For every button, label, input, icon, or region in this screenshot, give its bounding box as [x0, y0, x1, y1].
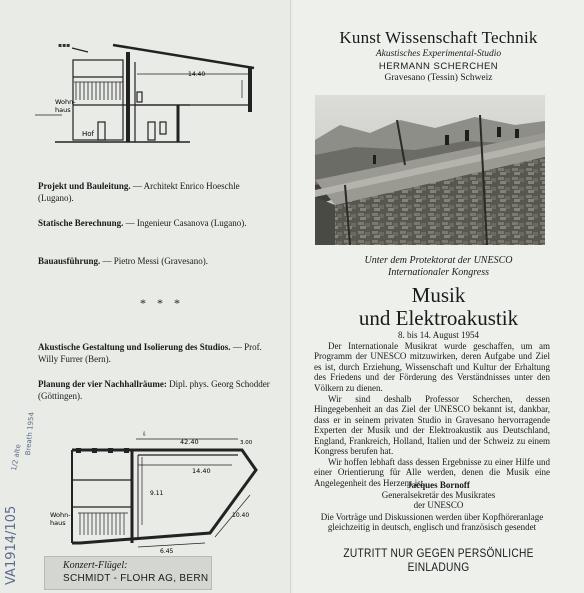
event-dates: 8. bis 14. August 1954: [397, 330, 479, 340]
admission-notice: ZUTRITT NUR GEGEN PERSÖNLICHE EINLADUNG: [343, 546, 534, 574]
location: Gravesano (Tessin) Schweiz: [384, 73, 493, 83]
dim-side: 9.11: [150, 490, 164, 497]
congress-label: Internationaler Kongress: [387, 267, 489, 278]
dim-small: 3.00: [240, 440, 253, 446]
pencil-note-b: 1/2 alte: [10, 443, 23, 472]
label-wohnhaus: Wohn-: [55, 98, 76, 106]
dim-diagonal: 10.40: [232, 512, 250, 519]
right-page: [293, 0, 584, 593]
svg-text:▪▪▪: ▪▪▪: [58, 42, 71, 49]
paragraph-2: Wir sind deshalb Professor Scherchen, dessen Hingegebenheit an das Ziel der UNESCO bekannt ist, dankbar, dass er in seinem privaten Studio in Gravesano hervorragende Experten der Musik und der Elektroakustik aus Deutschland, England, Frankreich, Holland, Italien und der Schweiz zu einem Kongress berufen hat.: [314, 394, 550, 457]
label-hof: Hof: [82, 130, 95, 138]
patronage: Unter dem Protektorat der UNESCO: [364, 255, 513, 266]
floor-plan: [0, 425, 291, 570]
pencil-catalog-number: VA1914/105: [4, 505, 19, 585]
main-title-line-2: und Elektroakustik: [358, 306, 519, 330]
label-wohnhaus-bottom-2: haus: [50, 519, 66, 527]
stamp-line-2: SCHMIDT - FLOHR AG, BERN: [63, 573, 209, 584]
construction-photo: [315, 95, 545, 245]
label-wohnhaus-bottom: Wohn-: [50, 511, 71, 519]
credit-acoustics: Akustische Gestaltung und Isolierung des Studios. — Prof. Willy Furrer (Bern).: [38, 342, 262, 364]
dim-total: 42.40: [180, 438, 199, 446]
org-title: Kunst Wissenschaft Technik: [339, 28, 538, 47]
piano-stamp: [44, 556, 212, 590]
separator: * * *: [140, 296, 184, 310]
stamp-line-1: Konzert-Flügel:: [63, 560, 128, 571]
signer-role-2: der UNESCO: [413, 500, 464, 510]
dim-bottom: 6.45: [160, 548, 174, 555]
signer-role-1: Generalsekretär des Musikrates: [381, 490, 496, 500]
credit-reverb-rooms: Planung der vier Nachhallräume: Dipl. phys. Georg Schodder (Göttingen).: [38, 379, 270, 401]
paragraph-4: Die Vorträge und Diskussionen werden über Kopfhöreranlage gleichzeitig in deutsch, englisch und französisch gesendet: [320, 512, 544, 533]
label-dimension-top: 14.40: [188, 71, 206, 78]
label-wohnhaus-2: haus: [55, 106, 71, 114]
svg-text:⇩: ⇩: [142, 431, 148, 438]
section-drawing: [0, 0, 291, 160]
studio-name: Akustisches Experimental-Studio: [375, 49, 502, 59]
credit-statics: Statische Berechnung. — Ingenieur Casanova (Lugano).: [38, 218, 247, 228]
paragraph-1: Der Internationale Musikrat wurde geschaffen, um am Programm der UNESCO mitzuwirken, deren Aufgabe und Ziel es ist, durch Erziehung, Wissenschaft und Kultur der Erhaltung des Friedens und der Förderung des Verständnisses unter den Völkern zu dienen.: [314, 341, 550, 393]
dim-inner: 14.40: [192, 467, 211, 475]
main-title-line-1: Musik: [411, 283, 466, 307]
credit-project: Projekt und Bauleitung. — Architekt Enrico Hoeschle (Lugano).: [38, 181, 240, 203]
paragraph-3: Wir hoffen lebhaft dass dessen Ergebnisse zu einer Hilfe und einer Orientierung für Alle werden, denen die Musik eine Angelegenheit des Herzens ist.: [314, 457, 550, 488]
signer-name: Jacques Bornoff: [407, 480, 470, 490]
credit-construction: Bauausführung. — Pietro Messi (Gravesano).: [38, 256, 209, 266]
director-name: HERMANN SCHERCHEN: [378, 61, 499, 72]
left-page: [0, 0, 291, 593]
pencil-note-a: Breath 1954: [24, 411, 36, 456]
